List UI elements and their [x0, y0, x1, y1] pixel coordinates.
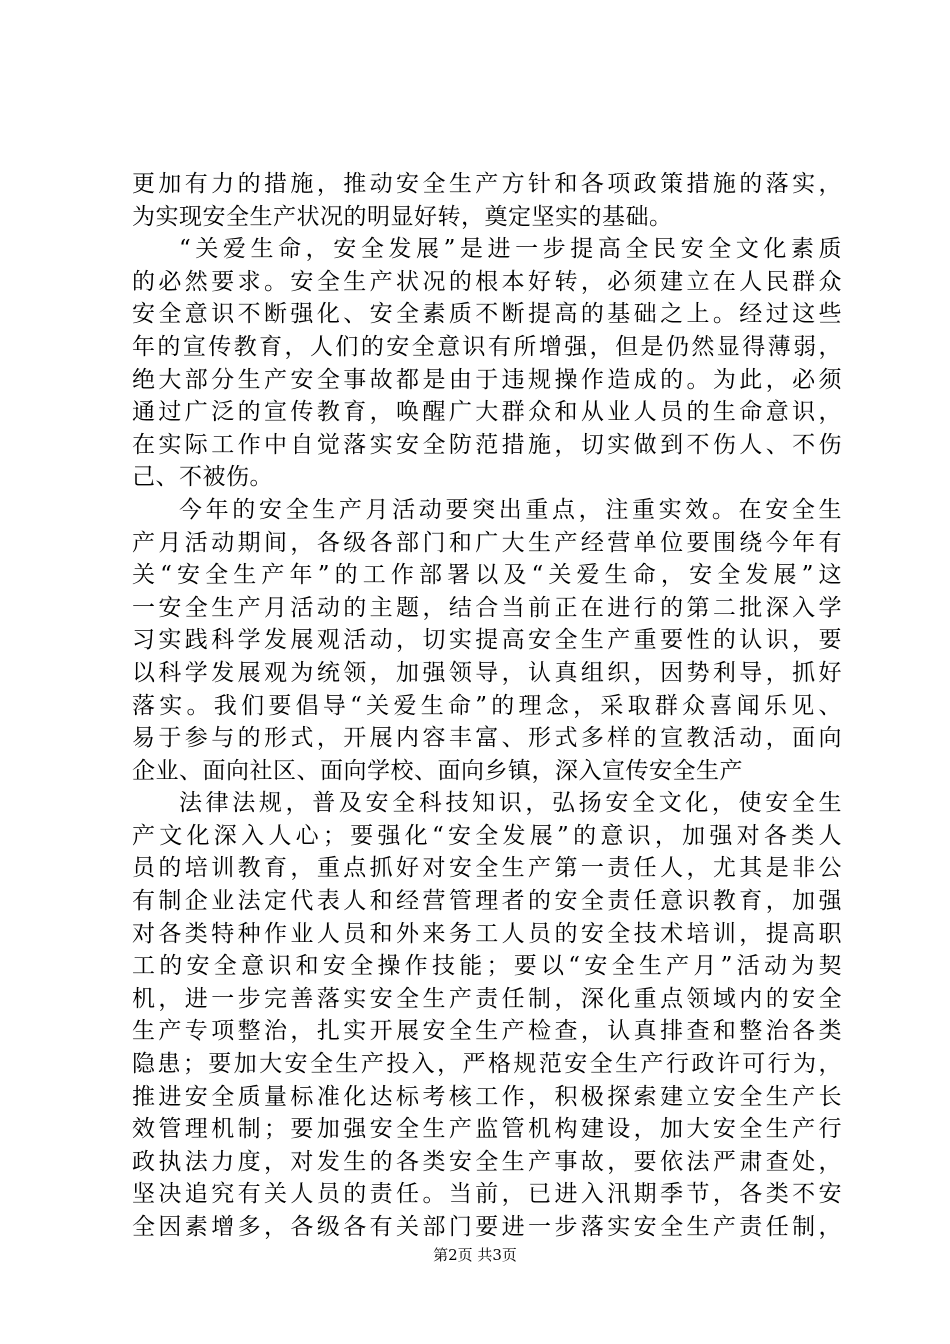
text-line: 安全意识不断强化、安全素质不断提高的基础之上。经过这些	[132, 301, 842, 328]
text-line: 产文化深入人心；要强化“安全发展”的意识，加强对各类人	[132, 822, 842, 849]
paragraph	[132, 233, 842, 494]
text-line: 效管理机制；要加强安全生产监管机构建设，加大安全生产行	[132, 1116, 842, 1143]
text-line: 绝大部分生产安全事故都是由于违规操作造成的。为此，必须	[132, 366, 842, 393]
text-line: 对各类特种作业人员和外来务工人员的安全技术培训，提高职	[132, 920, 842, 947]
text-line: 全因素增多，各级各有关部门要进一步落实安全生产责任制，	[132, 1214, 842, 1240]
paragraph	[132, 494, 842, 787]
text-line: 关“安全生产年”的工作部署以及“关爱生命，安全发展”这	[132, 562, 842, 589]
text-line: 更加有力的措施，推动安全生产方针和各项政策措施的落实，	[132, 171, 842, 197]
text-line: 己、不被伤。	[132, 464, 273, 491]
page-footer: 第2页 共3页	[433, 1246, 517, 1264]
text-line: 习实践科学发展观活动，切实提高安全生产重要性的认识，要	[132, 627, 842, 654]
document-body	[132, 168, 842, 1244]
text-line: 一安全生产月活动的主题，结合当前正在进行的第二批深入学	[132, 594, 842, 621]
text-line: 以科学发展观为统领，加强领导，认真组织，因势利导，抓好	[132, 659, 842, 686]
text-line: 有制企业法定代表人和经营管理者的安全责任意识教育，加强	[132, 888, 842, 915]
text-line: 在实际工作中自觉落实安全防范措施，切实做到不伤人、不伤	[132, 431, 842, 458]
text-line: 政执法力度，对发生的各类安全生产事故，要依法严肃查处，	[132, 1148, 842, 1175]
text-line: 通过广泛的宣传教育，唤醒广大群众和从业人员的生命意识，	[132, 399, 842, 426]
text-line: 机，进一步完善落实安全生产责任制，深化重点领域内的安全	[132, 985, 842, 1012]
text-line: 法律法规，普及安全科技知识，弘扬安全文化，使安全生	[179, 790, 842, 817]
text-line: 员的培训教育，重点抓好对安全生产第一责任人，尤其是非公	[132, 855, 842, 882]
paragraph	[132, 787, 842, 1243]
text-line: 为实现安全生产状况的明显好转，奠定坚实的基础。	[132, 203, 673, 230]
text-line: 易于参与的形式，开展内容丰富、形式多样的宣教活动，面向	[132, 725, 842, 752]
text-line: 推进安全质量标准化达标考核工作，积极探索建立安全生产长	[132, 1083, 842, 1110]
text-line: 的必然要求。安全生产状况的根本好转，必须建立在人民群众	[132, 268, 842, 295]
paragraph	[132, 168, 842, 233]
text-line: 隐患；要加大安全生产投入，严格规范安全生产行政许可行为，	[132, 1051, 842, 1078]
text-line: 坚决追究有关人员的责任。当前，已进入汛期季节，各类不安	[132, 1181, 842, 1208]
text-line: 企业、面向社区、面向学校、面向乡镇，深入宣传安全生产	[132, 757, 743, 784]
text-line: 工的安全意识和安全操作技能；要以“安全生产月”活动为契	[132, 953, 842, 980]
text-line: 生产专项整治，扎实开展安全生产检查，认真排查和整治各类	[132, 1018, 842, 1045]
text-line: 落实。我们要倡导“关爱生命”的理念，采取群众喜闻乐见、	[132, 692, 842, 719]
text-line: 今年的安全生产月活动要突出重点，注重实效。在安全生	[179, 496, 842, 523]
text-line: 年的宣传教育，人们的安全意识有所增强，但是仍然显得薄弱，	[132, 333, 842, 360]
text-line: “关爱生命，安全发展”是进一步提高全民安全文化素质	[179, 236, 842, 263]
text-line: 产月活动期间，各级各部门和广大生产经营单位要围绕今年有	[132, 529, 842, 556]
